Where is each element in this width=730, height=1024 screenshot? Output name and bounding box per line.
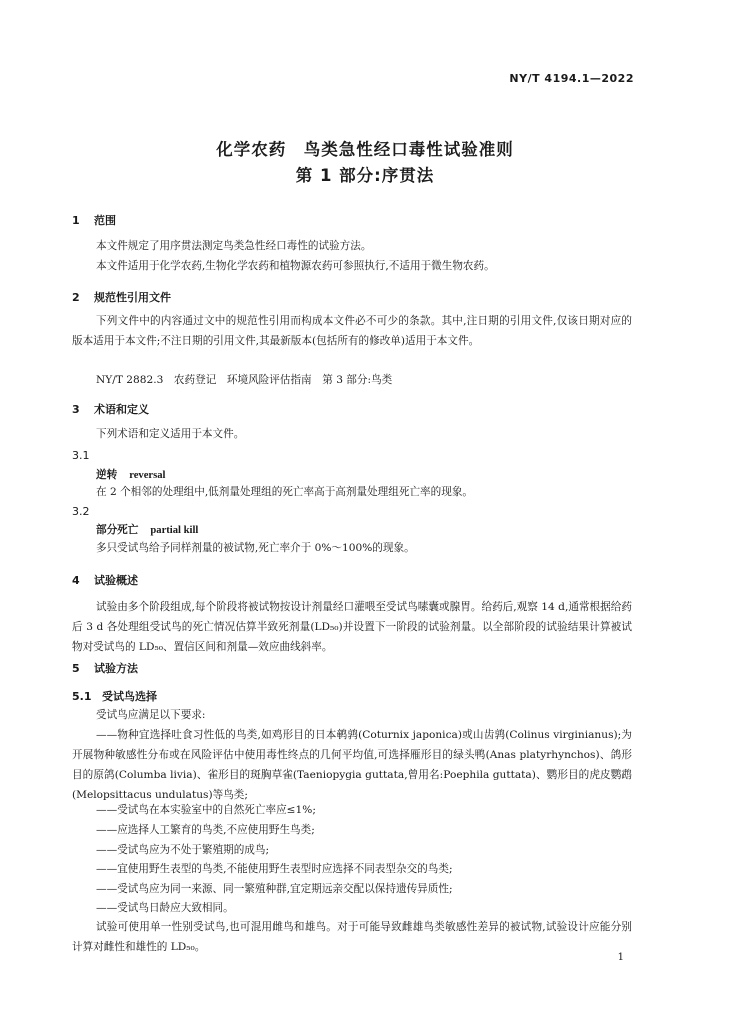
subsection-5-1-heading bbox=[72, 688, 157, 704]
document-title: 化学农药 鸟类急性经口毒性试验准则 bbox=[216, 140, 514, 159]
requirement-non-breeding: ——受试鸟应为不处于繁殖期的成鸟; bbox=[96, 844, 270, 856]
test-overview-paragraph: 试验由多个阶段组成,每个阶段将被试物按设计剂量经口灌喂至受试鸟嗉囊或腺胃。给药后,观察 14 d,通常根据给药后 3 d 各处理组受试鸟的死亡情况估算半致死剂量(LD₅₀)并设置下一阶段的试验剂量。以全部阶段的试验结果计算被试物对受试鸟的 LD₅₀、置信区间和剂量—效应曲线斜率。 bbox=[72, 601, 632, 653]
normative-references-paragraph: 下列文件中的内容通过文中的规范性引用而构成本文件必不可少的条款。其中,注日期的引用文件,仅该日期对应的版本适用于本文件;不注日期的引用文件,其最新版本(包括所有的修改单)适用于本文件。 bbox=[72, 315, 632, 347]
term-chinese: 部分死亡 bbox=[96, 524, 139, 536]
section-title: 试验概述 bbox=[94, 574, 138, 587]
species-requirement: ——物种宜选择吐食习性低的鸟类,如鸡形目的日本鹌鹑(Coturnix japonica)或山齿鹑(Colinus virginianus);为开展物种敏感性分布或在风险评估中使用毒性终点的几何平均值,可选择雁形目的绿头鸭(Anas platyrhynchos)、鸽形目的原鸽(Columba livia)、雀形目的斑胸草雀(Taeniopygia guttata,曾用名:Poephila guttata)、鹦形目的虎皮鹦鹉(Melopsittacus undulatus)等鸟类; bbox=[72, 729, 632, 801]
section-title: 范围 bbox=[94, 214, 116, 227]
section-number: 2 bbox=[72, 291, 80, 304]
subsection-number: 5.1 bbox=[72, 690, 92, 703]
section-3-heading bbox=[72, 401, 149, 417]
scope-paragraph-1: 本文件规定了用序贯法测定鸟类急性经口毒性的试验方法。 bbox=[96, 240, 372, 252]
section-title: 试验方法 bbox=[94, 662, 138, 675]
section-number: 3 bbox=[72, 403, 80, 416]
requirements-intro: 受试鸟应满足以下要求: bbox=[96, 709, 206, 721]
section-number: 4 bbox=[72, 574, 80, 587]
terms-intro: 下列术语和定义适用于本文件。 bbox=[96, 428, 245, 440]
section-title: 术语和定义 bbox=[94, 403, 149, 416]
section-4-heading bbox=[72, 572, 138, 588]
term-english: reversal bbox=[129, 470, 166, 481]
requirement-mortality: ——受试鸟在本实验室中的自然死亡率应≤1%; bbox=[96, 804, 316, 816]
section-number: 1 bbox=[72, 214, 80, 227]
term-3-1 bbox=[96, 467, 165, 482]
term-english: partial kill bbox=[150, 525, 199, 536]
term-3-2-number: 3.2 bbox=[72, 505, 90, 518]
requirement-same-age: ——受试鸟日龄应大致相同。 bbox=[96, 902, 234, 914]
section-1-heading bbox=[72, 212, 116, 228]
normative-reference-item: NY/T 2882.3 农药登记 环境风险评估指南 第 3 部分:鸟类 bbox=[96, 374, 393, 386]
section-title: 规范性引用文件 bbox=[94, 291, 171, 304]
requirement-captive-bred: ——应选择人工繁育的鸟类,不应使用野生鸟类; bbox=[96, 824, 315, 836]
sex-usage-paragraph: 试验可使用单一性别受试鸟,也可混用雌鸟和雄鸟。对于可能导致雌雄鸟类敏感性差异的被试物,试验设计应能分别计算对雌性和雄性的 LD₅₀。 bbox=[72, 921, 632, 953]
standard-code: NY/T 4194.1—2022 bbox=[509, 72, 634, 85]
subsection-title: 受试鸟选择 bbox=[102, 690, 157, 703]
section-2-heading bbox=[72, 289, 171, 305]
term-3-2-definition: 多只受试鸟给予同样剂量的被试物,死亡率介于 0%～100%的现象。 bbox=[96, 542, 415, 554]
section-5-heading bbox=[72, 660, 138, 676]
term-chinese: 逆转 bbox=[96, 469, 118, 481]
term-3-2 bbox=[96, 522, 198, 537]
document-subtitle: 第 1 部分:序贯法 bbox=[295, 166, 435, 185]
section-number: 5 bbox=[72, 662, 80, 675]
term-3-1-number: 3.1 bbox=[72, 449, 90, 462]
requirement-same-source: ——受试鸟应为同一来源、同一繁殖种群,宜定期远亲交配以保持遗传异质性; bbox=[96, 883, 453, 895]
term-3-1-definition: 在 2 个相邻的处理组中,低剂量处理组的死亡率高于高剂量处理组死亡率的现象。 bbox=[96, 486, 474, 498]
page-number: 1 bbox=[617, 952, 624, 963]
scope-paragraph-2: 本文件适用于化学农药,生物化学农药和植物源农药可参照执行,不适用于微生物农药。 bbox=[96, 260, 495, 272]
requirement-wild-phenotype: ——宜使用野生表型的鸟类,不能使用野生表型时应选择不同表型杂交的鸟类; bbox=[96, 863, 453, 875]
